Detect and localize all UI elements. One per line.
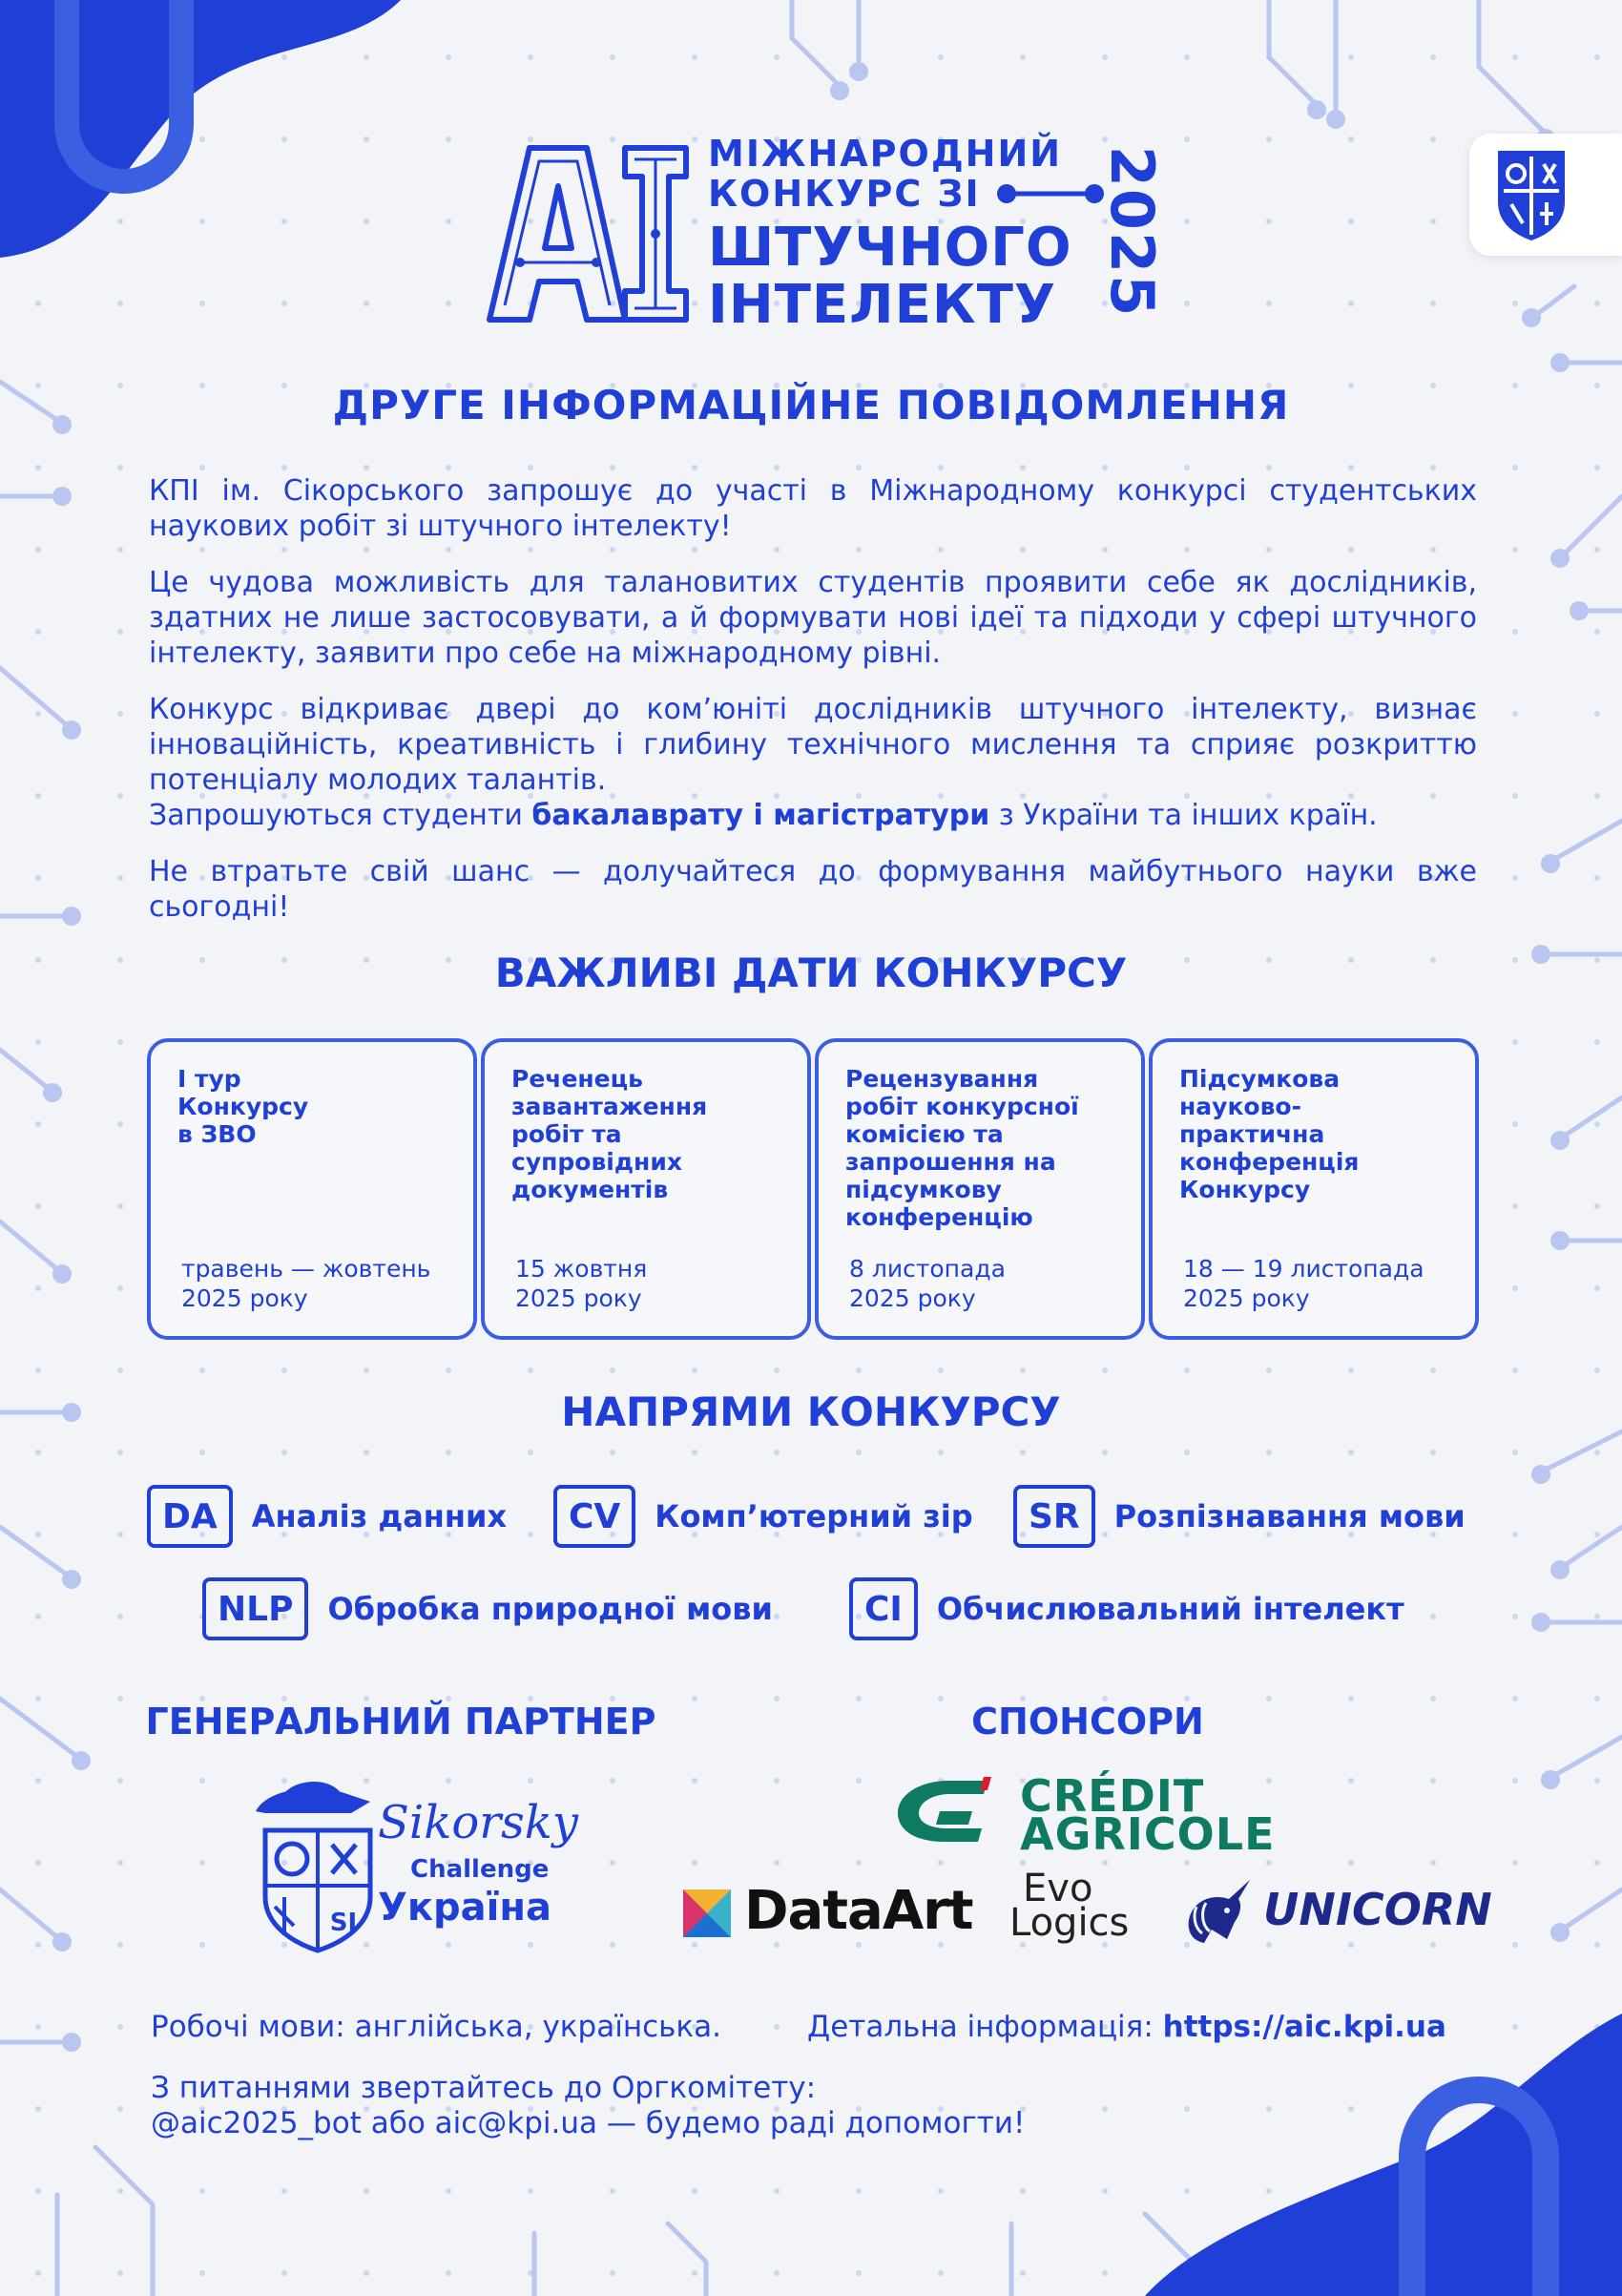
contest-name-line-4: ІНТЕЛЕКТУ	[708, 274, 1057, 336]
date-card	[815, 1038, 1145, 1340]
year-vertical	[1096, 141, 1167, 323]
direction-label: Обчислювальний інтелект	[936, 1591, 1404, 1627]
date-card	[147, 1038, 477, 1340]
contest-name-line-3: ШТУЧНОГО	[708, 217, 1072, 279]
year-text: 2025	[1096, 145, 1167, 319]
challenge-text: Challenge	[410, 1855, 550, 1884]
evologics-line-2: Logics	[1009, 1901, 1130, 1945]
details-link[interactable]: https://aic.kpi.ua	[1162, 2010, 1446, 2044]
details-label: Детальна інформація:	[807, 2010, 1163, 2044]
dataart-logo	[683, 1880, 979, 1947]
evologics-logo	[1009, 1867, 1162, 1956]
credit-agricole-logo	[892, 1770, 1293, 1860]
contest-name-line-2-text: КОНКУРС ЗІ	[708, 173, 981, 215]
circuit-connector-icon	[994, 181, 1107, 206]
direction-label: Обробка природної мови	[327, 1591, 773, 1627]
date-card-title: І тур Конкурсу в ЗВО	[177, 1065, 309, 1148]
credit-agricole-line-2: AGRICOLE	[1020, 1808, 1276, 1860]
intro-paragraph-5: Не втратьте свій шанс — долучайтеся до формування майбутнього науки вже сьогодні!	[149, 855, 1477, 924]
sikorsky-badge-text: SI	[329, 1909, 358, 1937]
direction-code-badge: SR	[1013, 1485, 1095, 1548]
direction-label: Комп’ютерний зір	[655, 1498, 973, 1534]
direction-item	[202, 1577, 773, 1640]
contest-name-line-2	[708, 173, 1090, 215]
credit-agricole-line-1: CRÉDIT	[1020, 1770, 1205, 1822]
dates-cards	[147, 1038, 1479, 1340]
page-title: ДРУГЕ ІНФОРМАЦІЙНЕ ПОВІДОМЛЕННЯ	[332, 382, 1290, 428]
direction-label: Аналіз данних	[251, 1498, 508, 1534]
intro-paragraph-3: Конкурс відкриває двері до ком’юніті дослідників штучного інтелекту, визнає інноваційність, креативність і глибину технічного мислення та сприяє розкриттю потенціалу молодих талантів.	[149, 693, 1477, 797]
date-card	[1149, 1038, 1479, 1340]
kpi-shield-icon	[1494, 147, 1569, 242]
evologics-line-1: Evo	[1023, 1867, 1093, 1910]
sikorsky-shield-icon	[237, 1773, 380, 1954]
working-languages: Робочі мови: англійська, українська.	[151, 2010, 721, 2044]
intro-paragraph-4	[149, 798, 1477, 833]
intro-p4-suffix: з України та інших країн.	[989, 799, 1378, 832]
details-info	[807, 2009, 1446, 2045]
direction-item	[553, 1485, 973, 1548]
intro-p4-prefix: Запрошуються студенти	[149, 799, 532, 832]
unicorn-text: UNICORN	[1263, 1884, 1492, 1935]
direction-item	[147, 1485, 507, 1548]
general-partner-heading: ГЕНЕРАЛЬНИЙ ПАРТНЕР	[145, 1701, 656, 1743]
contest-name-line-1: МІЖНАРОДНИЙ	[708, 133, 1063, 175]
intro-text	[149, 473, 1477, 946]
direction-item	[849, 1577, 1404, 1640]
unicorn-logo	[1183, 1876, 1492, 1952]
intro-p4-highlight: бакалаврату і магістратури	[531, 799, 990, 832]
sponsors-heading: СПОНСОРИ	[971, 1701, 1204, 1743]
date-card-date: 15 жовтня 2025 року	[515, 1255, 648, 1312]
ai-logo-mark	[482, 138, 694, 325]
date-card-date: 8 листопада 2025 року	[849, 1255, 1006, 1312]
date-card-title: Рецензування робіт конкурсної комісією та запрошення на підсумкову конференцію	[845, 1065, 1079, 1231]
unicorn-head-icon	[1183, 1878, 1259, 1945]
direction-code-badge: CI	[849, 1577, 918, 1640]
date-card-date: травень — жовтень 2025 року	[181, 1255, 431, 1312]
intro-paragraph-2: Це чудова можливість для талановитих студентів проявити себе як дослідників, здатних не лише застосовувати, а й формувати нові ідеї та підходи у сфері штучного інтелекту, заявити про себе на міжнародному рівні.	[149, 566, 1477, 670]
directions-heading: НАПРЯМИ КОНКУРСУ	[561, 1388, 1061, 1435]
credit-agricole-icon	[892, 1773, 997, 1849]
contact-line-1: З питаннями звертайтесь до Оргкомітету:	[151, 2071, 817, 2105]
direction-code-badge: NLP	[202, 1577, 308, 1640]
sikorsky-challenge-logo	[237, 1773, 580, 1954]
intro-paragraph-1: КПІ ім. Сікорського запрошує до участі в Міжнародному конкурсі студентських наукових робіт зі штучного інтелекту!	[149, 474, 1477, 543]
date-card	[481, 1038, 811, 1340]
dataart-icon	[683, 1889, 731, 1937]
ukraine-text: Україна	[378, 1886, 551, 1930]
contact-line-2: @aic2025_bot або aic@kpi.ua — будемо раді допомогти!	[151, 2106, 1026, 2140]
date-card-date: 18 — 19 листопада 2025 року	[1183, 1255, 1424, 1312]
direction-code-badge: DA	[147, 1485, 233, 1548]
kpi-emblem-badge	[1469, 134, 1622, 256]
sikorsky-script-text: Sikorsky	[378, 1796, 578, 1849]
date-card-title: Підсумкова науково- практична конференція Конкурсу	[1179, 1065, 1360, 1203]
direction-label: Розпізнавання мови	[1113, 1498, 1466, 1534]
dataart-text: DataArt	[744, 1880, 973, 1942]
dates-heading: ВАЖЛИВІ ДАТИ КОНКУРСУ	[494, 950, 1128, 996]
direction-item	[1013, 1485, 1466, 1548]
contest-name-lockup	[708, 133, 1090, 336]
direction-code-badge: CV	[553, 1485, 635, 1548]
date-card-title: Реченець завантаження робіт та супровідних документів	[511, 1065, 708, 1203]
